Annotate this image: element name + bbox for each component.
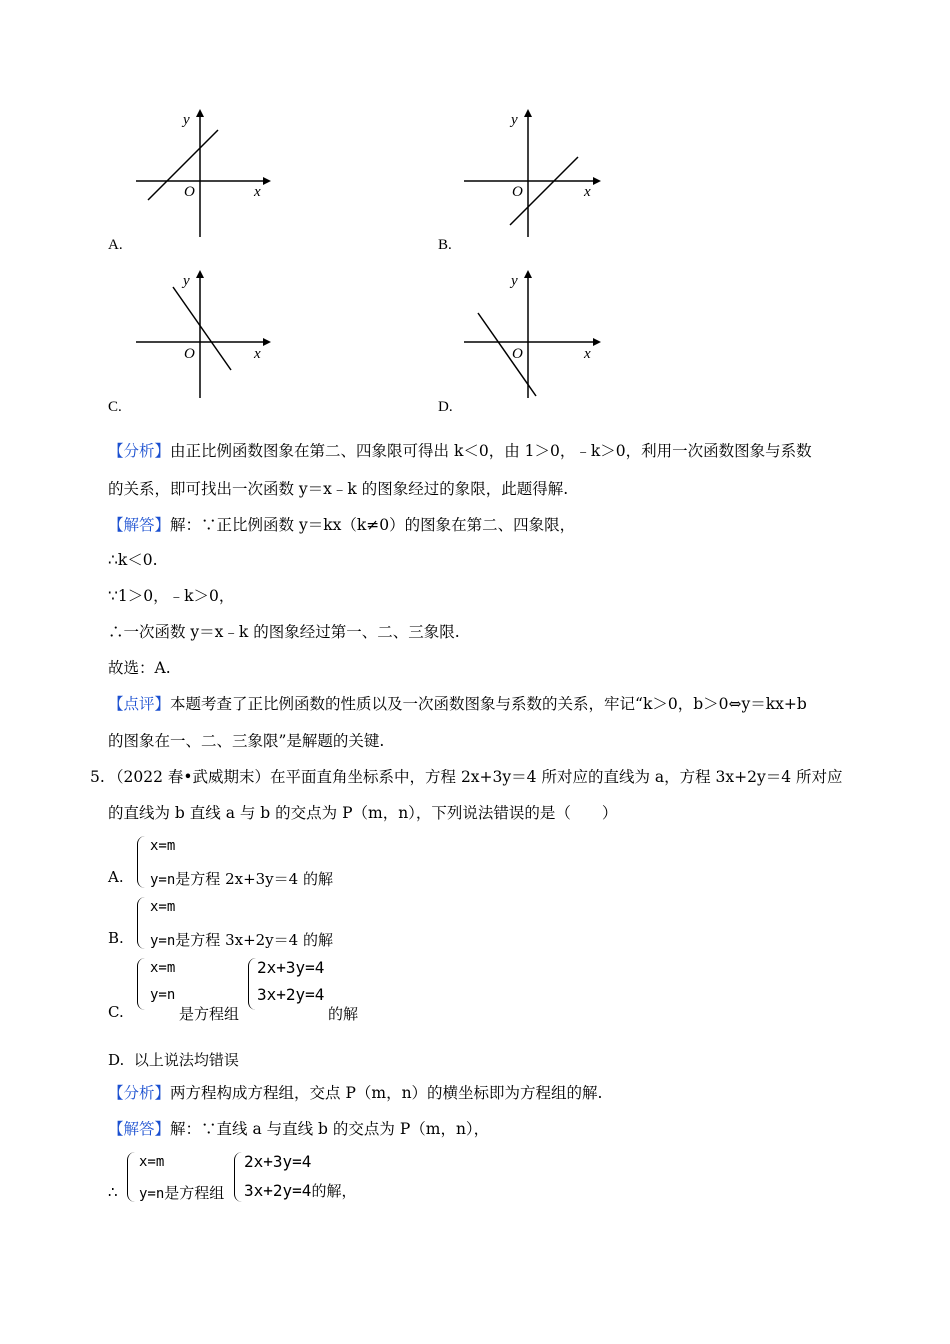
graph-a-origin: O xyxy=(184,184,195,200)
option-label: A. xyxy=(108,868,124,886)
q4-answer-line-4: ∴一次函数 y＝x﹣k 的图象经过第一、二、三象限. xyxy=(108,623,460,641)
graph-b-option: B. xyxy=(438,237,452,253)
answer-text: 解：∵直线 a 与直线 b 的交点为 P（m，n）， xyxy=(170,1120,490,1138)
q4-answer-line-2: ∴k＜0. xyxy=(108,551,158,569)
graphs xyxy=(0,0,950,420)
q5-number: 5. xyxy=(90,768,105,786)
graph-d-origin: O xyxy=(512,346,523,362)
q4-analysis-line-2: 的关系，即可找出一次函数 y＝x﹣k 的图象经过的象限，此题得解. xyxy=(108,480,569,498)
option-tail: 的解 xyxy=(328,1005,359,1023)
analysis-tag: 【分析】 xyxy=(108,1084,171,1102)
q4-answer-line-3: ∵1＞0，﹣k＞0， xyxy=(108,587,235,605)
eq1: 2x+3y=4 xyxy=(244,1152,312,1171)
q5-option-d[interactable] xyxy=(108,1049,239,1070)
answer-mid: 是方程组 xyxy=(164,1184,225,1202)
q4-answer-line-5: 故选：A. xyxy=(108,659,171,677)
q5-answer-line-1 xyxy=(108,1119,489,1139)
graph-d-option: D. xyxy=(438,399,453,415)
eq1: 2x+3y=4 xyxy=(257,958,325,977)
graph-a xyxy=(136,115,265,237)
option-text: 以上说法均错误 xyxy=(133,1051,239,1069)
graph-d-x-label: x xyxy=(584,346,591,362)
graph-c-x-label: x xyxy=(254,346,261,362)
option-text: 是方程 3x+2y＝4 的解 xyxy=(175,931,333,949)
option-label: C. xyxy=(108,1003,124,1021)
analysis-text: 由正比例函数图象在第二、四象限可得出 k＜0，由 1＞0，﹣k＞0，利用一次函数图象与系数 xyxy=(170,442,812,460)
comment-tag: 【点评】 xyxy=(108,695,171,713)
option-label: B. xyxy=(108,929,124,947)
graph-b-y-label: y xyxy=(511,112,518,128)
graph-a-option: A. xyxy=(108,237,123,253)
q4-comment-line-2: 的图象在一、二、三象限”是解题的关键. xyxy=(108,732,385,750)
q5-analysis xyxy=(108,1083,602,1103)
option-text: 是方程组 xyxy=(179,1005,240,1023)
analysis-text: 两方程构成方程组，交点 P（m，n）的横坐标即为方程组的解. xyxy=(170,1084,603,1102)
sys-y: y=n xyxy=(150,872,176,888)
answer-text: 解：∵正比例函数 y＝kx（k≠0）的图象在第二、四象限， xyxy=(170,516,576,534)
q5-stem-line-1: （2022 春•武威期末）在平面直角坐标系中，方程 2x+3y＝4 所对应的直线为 a，方程 3x+2y＝4 所对应 xyxy=(108,768,843,786)
sys-y: y=n xyxy=(139,1186,165,1202)
graph-b-origin: O xyxy=(512,184,523,200)
sys-x: x=m xyxy=(150,838,176,854)
option-text: 是方程 2x+3y＝4 的解 xyxy=(175,870,333,888)
graph-b xyxy=(464,115,595,237)
comment-text: 本题考查了正比例函数的性质以及一次函数图象与系数的关系，牢记“k＞0，b＞0⇔y＝kx+b xyxy=(170,695,807,713)
therefore-symbol: ∴ xyxy=(108,1183,118,1201)
graph-c-y-label: y xyxy=(183,273,190,289)
sys-y: y=n xyxy=(150,987,176,1003)
answer-tail: 的解， xyxy=(311,1182,357,1200)
q4-comment-line-1 xyxy=(108,694,807,714)
graph-b-x-label: x xyxy=(584,184,591,200)
graph-d xyxy=(464,276,595,398)
sys-y: y=n xyxy=(150,933,176,949)
sys-x: x=m xyxy=(150,960,176,976)
graph-c-option: C. xyxy=(108,399,122,415)
analysis-tag: 【分析】 xyxy=(108,442,171,460)
graph-d-y-label: y xyxy=(511,273,518,289)
q5-stem-line-2: 的直线为 b 直线 a 与 b 的交点为 P（m，n），下列说法错误的是（ ） xyxy=(108,804,618,822)
sys-x: x=m xyxy=(150,899,176,915)
eq2: 3x+2y=4 xyxy=(244,1181,312,1200)
graph-c-origin: O xyxy=(184,346,195,362)
answer-tag: 【解答】 xyxy=(108,1120,171,1138)
q4-answer-line-1 xyxy=(108,515,575,535)
eq2: 3x+2y=4 xyxy=(257,985,325,1004)
graph-a-x-label: x xyxy=(254,184,261,200)
option-label: D. xyxy=(108,1051,125,1069)
q4-analysis-line-1 xyxy=(108,441,812,461)
graph-c xyxy=(136,276,265,398)
answer-tag: 【解答】 xyxy=(108,516,171,534)
graph-a-y-label: y xyxy=(183,112,190,128)
sys-x: x=m xyxy=(139,1154,165,1170)
